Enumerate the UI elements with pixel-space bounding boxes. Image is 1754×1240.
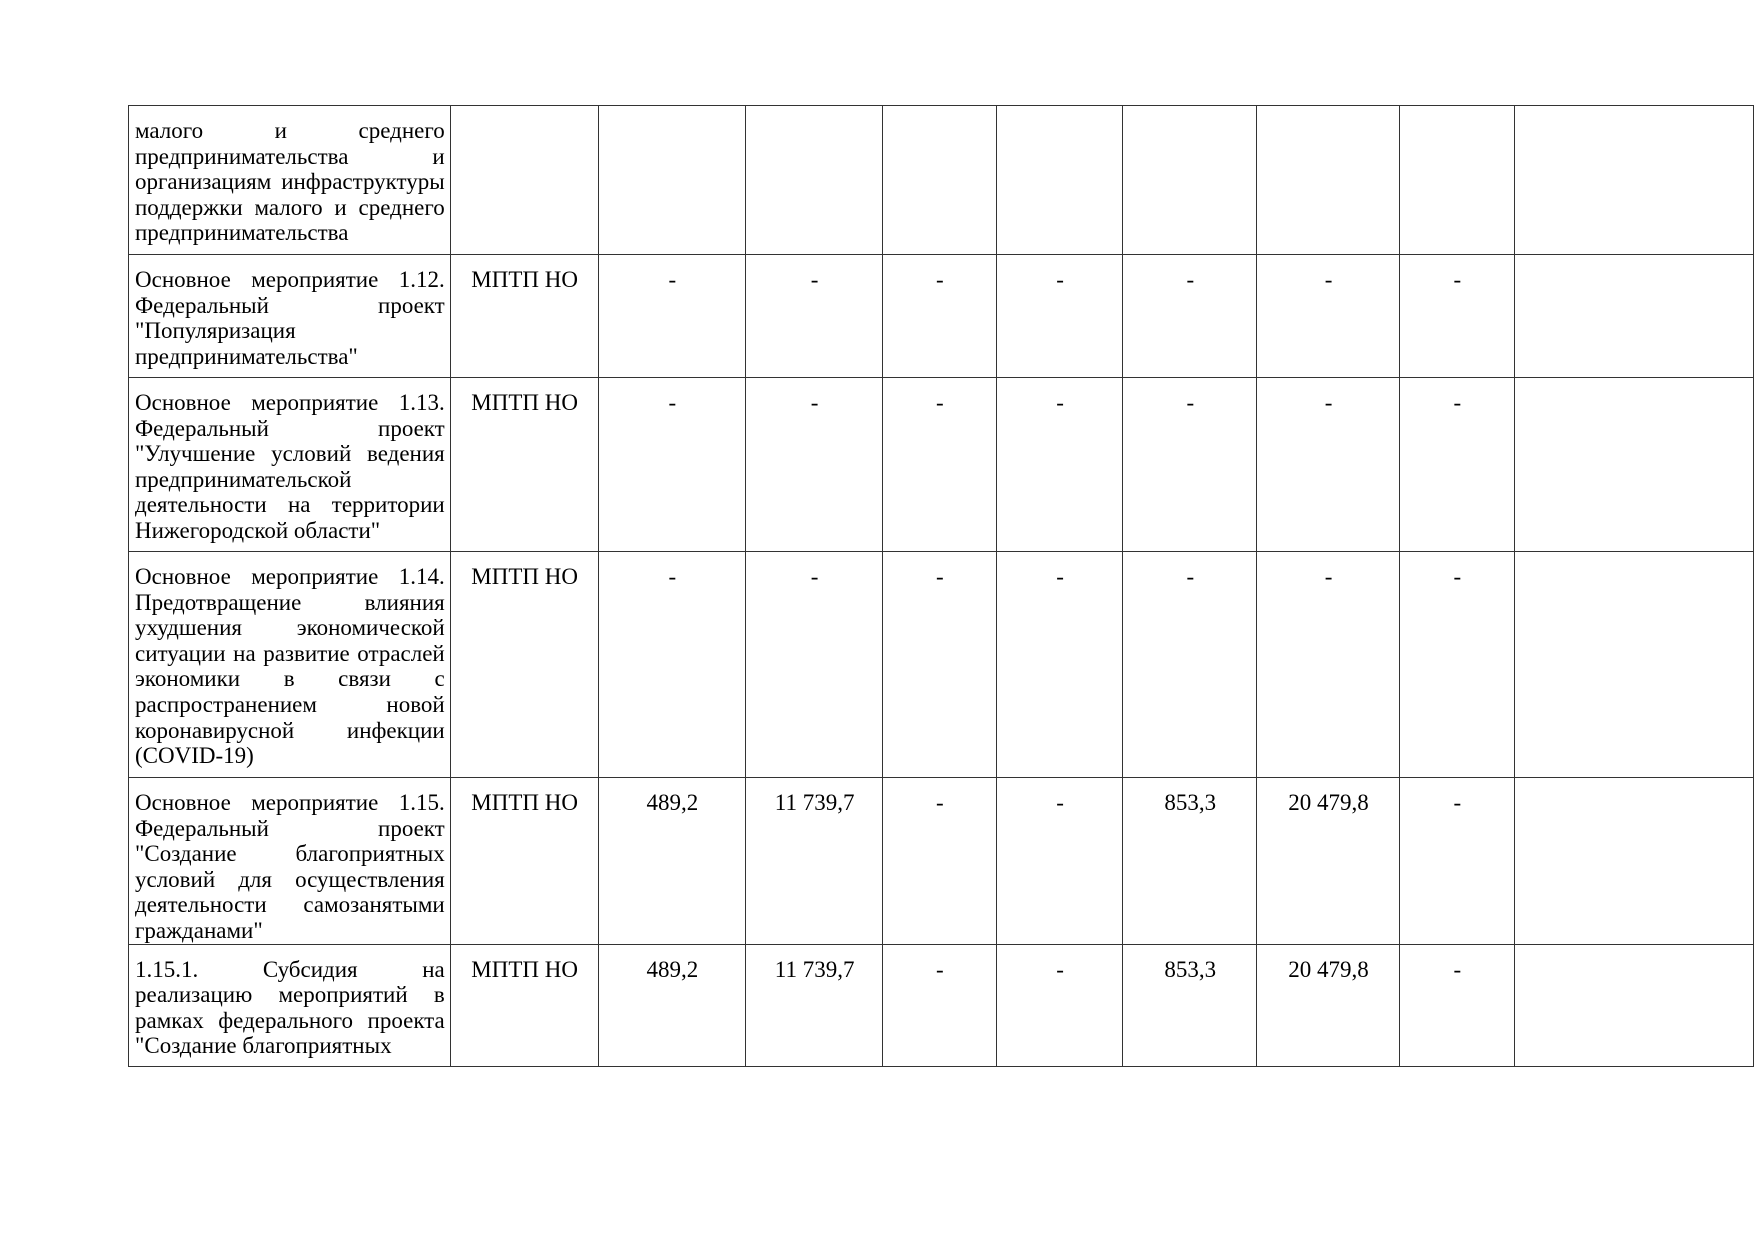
value-cell	[1514, 944, 1753, 1066]
value-cell: -	[1257, 378, 1400, 552]
activity-name-cell: Основное мероприятие 1.12. Федеральный проект "Популяризация предпринимательства"	[129, 255, 451, 378]
value-cell: -	[996, 778, 1123, 945]
value-cell: -	[1399, 778, 1514, 945]
value-cell: -	[1123, 552, 1257, 778]
value-cell: 11 739,7	[746, 778, 883, 945]
value-cell: -	[1257, 552, 1400, 778]
value-cell	[1514, 378, 1753, 552]
value-cell	[746, 106, 883, 255]
responsible-cell	[450, 106, 598, 255]
value-cell	[996, 106, 1123, 255]
value-cell: -	[883, 255, 997, 378]
value-cell: 20 479,8	[1257, 944, 1400, 1066]
responsible-cell: МПТП НО	[450, 378, 598, 552]
responsible-cell: МПТП НО	[450, 255, 598, 378]
table-row	[129, 378, 1754, 552]
value-cell: -	[1399, 378, 1514, 552]
value-cell: -	[1257, 255, 1400, 378]
value-cell: 11 739,7	[746, 944, 883, 1066]
activity-name-cell: Основное мероприятие 1.13. Федеральный проект "Улучшение условий ведения предпринимательской деятельности на территории Нижегородской области"	[129, 378, 451, 552]
value-cell: -	[883, 778, 997, 945]
value-cell: -	[996, 944, 1123, 1066]
value-cell: -	[1399, 255, 1514, 378]
table-row	[129, 106, 1754, 255]
value-cell: -	[598, 552, 746, 778]
value-cell: -	[883, 944, 997, 1066]
responsible-cell: МПТП НО	[450, 778, 598, 945]
value-cell	[883, 106, 997, 255]
value-cell: 853,3	[1123, 944, 1257, 1066]
value-cell: 489,2	[598, 944, 746, 1066]
value-cell: 853,3	[1123, 778, 1257, 945]
value-cell: -	[598, 255, 746, 378]
responsible-cell: МПТП НО	[450, 944, 598, 1066]
value-cell: -	[883, 378, 997, 552]
value-cell: -	[746, 552, 883, 778]
value-cell: -	[1123, 378, 1257, 552]
value-cell	[1514, 778, 1753, 945]
value-cell	[1399, 106, 1514, 255]
value-cell	[1514, 552, 1753, 778]
value-cell	[598, 106, 746, 255]
value-cell	[1514, 255, 1753, 378]
value-cell: -	[1399, 552, 1514, 778]
value-cell: -	[996, 255, 1123, 378]
responsible-cell: МПТП НО	[450, 552, 598, 778]
table-row	[129, 944, 1754, 1066]
value-cell: -	[746, 378, 883, 552]
activity-name-cell: 1.15.1. Субсидия на реализацию мероприятий в рамках федерального проекта "Создание благоприятных	[129, 944, 451, 1066]
table-row	[129, 255, 1754, 378]
activity-name-cell: Основное мероприятие 1.14. Предотвращение влияния ухудшения экономической ситуации на развитие отраслей экономики в связи с распространением новой коронавирусной инфекции (COVID-19)	[129, 552, 451, 778]
activity-name-cell: малого и среднего предпринимательства и организациям инфраструктуры поддержки малого и среднего предпринимательства	[129, 106, 451, 255]
value-cell: -	[883, 552, 997, 778]
table-row	[129, 778, 1754, 945]
value-cell: -	[746, 255, 883, 378]
value-cell: -	[1123, 255, 1257, 378]
value-cell: 20 479,8	[1257, 778, 1400, 945]
value-cell: -	[996, 552, 1123, 778]
budget-table	[128, 105, 1754, 1067]
value-cell: -	[996, 378, 1123, 552]
value-cell	[1514, 106, 1753, 255]
activity-name-cell: Основное мероприятие 1.15. Федеральный проект "Создание благоприятных условий для осуществления деятельности самозанятыми гражданами"	[129, 778, 451, 945]
value-cell	[1257, 106, 1400, 255]
value-cell: -	[1399, 944, 1514, 1066]
value-cell	[1123, 106, 1257, 255]
value-cell: -	[598, 378, 746, 552]
value-cell: 489,2	[598, 778, 746, 945]
table-row	[129, 552, 1754, 778]
